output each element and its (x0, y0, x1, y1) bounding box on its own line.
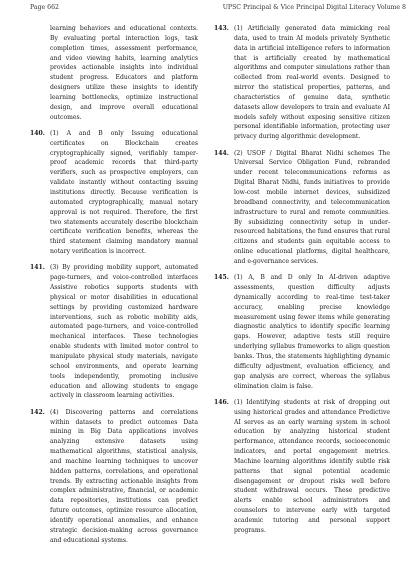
answer-text: (3) By providing mobility support, automated page-turners, and voice-controlled interfaces Assistive robotics supports students with physical or motor disabilities in educational settings by providing customized hardware interventions, such as robotic mobility aids, automated page-turners, and voice-controlled mechanical interfaces. These technologies enable students with limited motor control to manipulate physical study materials, navigate school environments, and operate learning tools independently, promoting inclusive education and allowing students to engage actively in classroom learning activities. (50, 264, 198, 400)
answer-143 (214, 24, 390, 142)
question-number: 144. (214, 149, 229, 157)
answer-146 (214, 398, 390, 536)
question-number: 140. (30, 129, 45, 137)
left-column (30, 24, 198, 552)
answer-141 (30, 263, 198, 401)
question-number: 142. (30, 408, 45, 416)
question-number: 141. (30, 264, 45, 272)
question-number: 143. (214, 25, 229, 32)
answer-142 (30, 408, 198, 546)
page-header (30, 4, 406, 16)
right-column (214, 24, 390, 542)
answer-text: (1) A, B and D only In AI-driven adaptive assessments, question difficulty adjusts dynamically according to real-time test-taker accuracy, enabling precise knowledge measurement using fewer items while generating diagnostic analytics to identify specific learning gaps. However, adaptive tests still require underlying syllabus frameworks to align question banks. Thus, the statements highlighting dynamic difficulty adjustment, evaluation efficiency, and gap analysis are correct, whereas the syllabus elimination claim is false. (234, 274, 390, 390)
answer-text: (2) USOF / Digital Bharat Nidhi schemes The Universal Service Obligation Fund, rebranded under recent telecommunications reforms as Digital Bharat Nidhi, funds initiatives to provide low-cost mobile internet devices, subsidized broadband connectivity, and telecommunication infrastructure to rural and remote communities. By subsidizing connectivity setup in under-resourced habitations, the fund ensures that rural citizens and students gain equitable access to online educational platforms, digital healthcare, and e-governance services. (234, 149, 390, 265)
question-number: 145. (214, 274, 229, 282)
answer-text: learning behaviors and educational contexts. By evaluating portal interaction logs, task completion times, assessment performance, and video viewing habits, learning analytics provides actionable insights into individual student progress. Educators and platform designers utilize these insights to identify learning bottlenecks, optimize instructional design, and improve overall educational outcomes. (50, 25, 198, 121)
answer-144 (214, 149, 390, 267)
book-title: UPSC Principal & Vice Principal Digital Literacy Volume 8 (222, 4, 406, 11)
answer-text: (1) A and B only Issuing educational certificates on Blockchain creates cryptographically signed, verifiably tamper-proof academic records that third-party verifiers, such as prospective employers, can validate instantly without contacting issuing institutions directly. Because verification is automated cryptographically, manual notary approval is not required. Therefore, the first two statements accurately describe blockchain certificate verification benefits, whereas the third statement claiming mandatory manual notary verification is incorrect. (50, 129, 198, 256)
question-number: 146. (214, 398, 229, 406)
answer-140 (30, 129, 198, 257)
page-number: Page 662 (30, 4, 59, 11)
answer-text: (1) Identifying students at risk of dropping out using historical grades and attendance Predictive AI serves as an early warning system in school education by analyzing historical student performance, attendance records, socioeconomic indicators, and portal engagement metrics. Machine learning algorithms identify subtle risk patterns that signal potential academic disengagement or dropout risks well before student withdrawal occurs. These predictive alerts enable school administrators and counselors to intervene early with targeted academic tutoring and personal support programs. (234, 398, 390, 534)
answer-text: (4) Discovering patterns and correlations within datasets to predict outcomes Data mining in Big Data applications involves analyzing extensive datasets using mathematical algorithms, statistical analysis, and machine learning techniques to uncover hidden patterns, correlations, and operational trends. By extracting actionable insights from complex administrative, financial, or academic data repositories, institutions can predict future outcomes, optimize resource allocation, identify operational anomalies, and enhance strategic decision-making across governance and educational systems. (50, 408, 198, 544)
answer-continuation (30, 24, 198, 122)
answer-145 (214, 273, 390, 391)
answer-text: (1) Artificially generated data mimicking real data, used to train AI models privately Synthetic data in artificial intelligence refers to information that is artificially created by mathematical algorithms and computer simulations rather than collected from real-world events. Designed to mirror the statistical properties, patterns, and characteristics of genuine data, synthetic datasets allow developers to train and evaluate AI models safely without exposing sensitive citizen personal identifiable information, protecting user privacy during algorithmic development. (234, 25, 390, 141)
